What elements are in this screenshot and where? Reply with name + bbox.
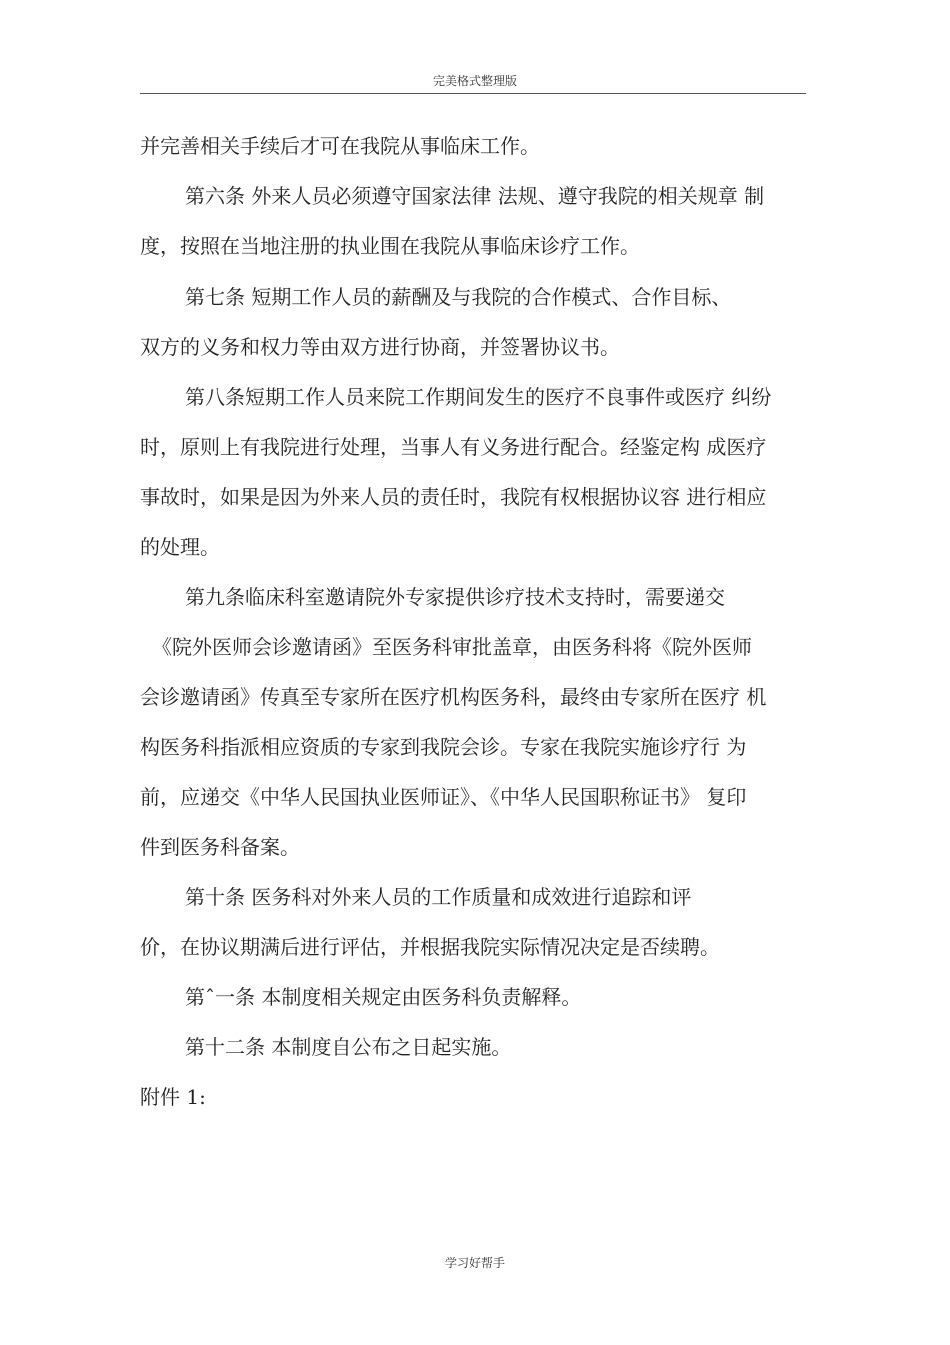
attachment-label: 附件 1: xyxy=(140,1085,206,1109)
body-line: 会诊邀请函》传真至专家所在医疗机构医务科，最终由专家所在医疗 机 xyxy=(140,685,767,709)
article-9-line: 第九条临床科室邀请院外专家提供诊疗技术支持时，需要递交 xyxy=(185,585,725,609)
article-8-line: 第八条短期工作人员来院工作期间发生的医疗不良事件或医疗 纠纷 xyxy=(185,385,772,409)
header-divider xyxy=(140,93,806,94)
body-line: 双方的义务和权力等由双方进行协商，并签署协议书。 xyxy=(140,335,620,359)
page-header: 完美格式整理版 xyxy=(432,74,517,88)
body-line: 《院外医师会诊邀请函》至医务科审批盖章，由医务科将《院外医师 xyxy=(152,635,752,659)
page-footer: 学习好帮手 xyxy=(444,1256,505,1270)
body-line: 前，应递交《中华人民国执业医师证》、《中华人民国职称证书》 复印 xyxy=(140,785,747,809)
body-line: 度，按照在当地注册的执业围在我院从事临床诊疗工作。 xyxy=(140,234,640,258)
body-line: 并完善相关手续后才可在我院从事临床工作。 xyxy=(140,134,540,158)
article-6-line: 第六条 外来人员必须遵守国家法律 法规、遵守我院的相关规章 制 xyxy=(185,184,765,208)
article-12-line: 第十二条 本制度自公布之日起实施。 xyxy=(185,1035,512,1059)
body-line: 的处理。 xyxy=(140,535,220,559)
article-7-line: 第七条 短期工作人员的薪酬及与我院的合作模式、合作目标、 xyxy=(185,285,732,309)
body-line: 价，在协议期满后进行评估，并根据我院实际情况决定是否续聘。 xyxy=(140,935,720,959)
body-line: 时，原则上有我院进行处理，当事人有义务进行配合。经鉴定构 成医疗 xyxy=(140,435,767,459)
body-line: 构医务科指派相应资质的专家到我院会诊。专家在我院实施诊疗行 为 xyxy=(140,735,747,759)
body-line: 事故时，如果是因为外来人员的责任时，我院有权根据协议容 进行相应 xyxy=(140,485,767,509)
body-line: 件到医务科备案。 xyxy=(140,835,300,859)
article-11-line: 第ˆ一条 本制度相关规定由医务科负责解释。 xyxy=(185,985,582,1009)
article-10-line: 第十条 医务科对外来人员的工作质量和成效进行追踪和评 xyxy=(185,885,692,909)
